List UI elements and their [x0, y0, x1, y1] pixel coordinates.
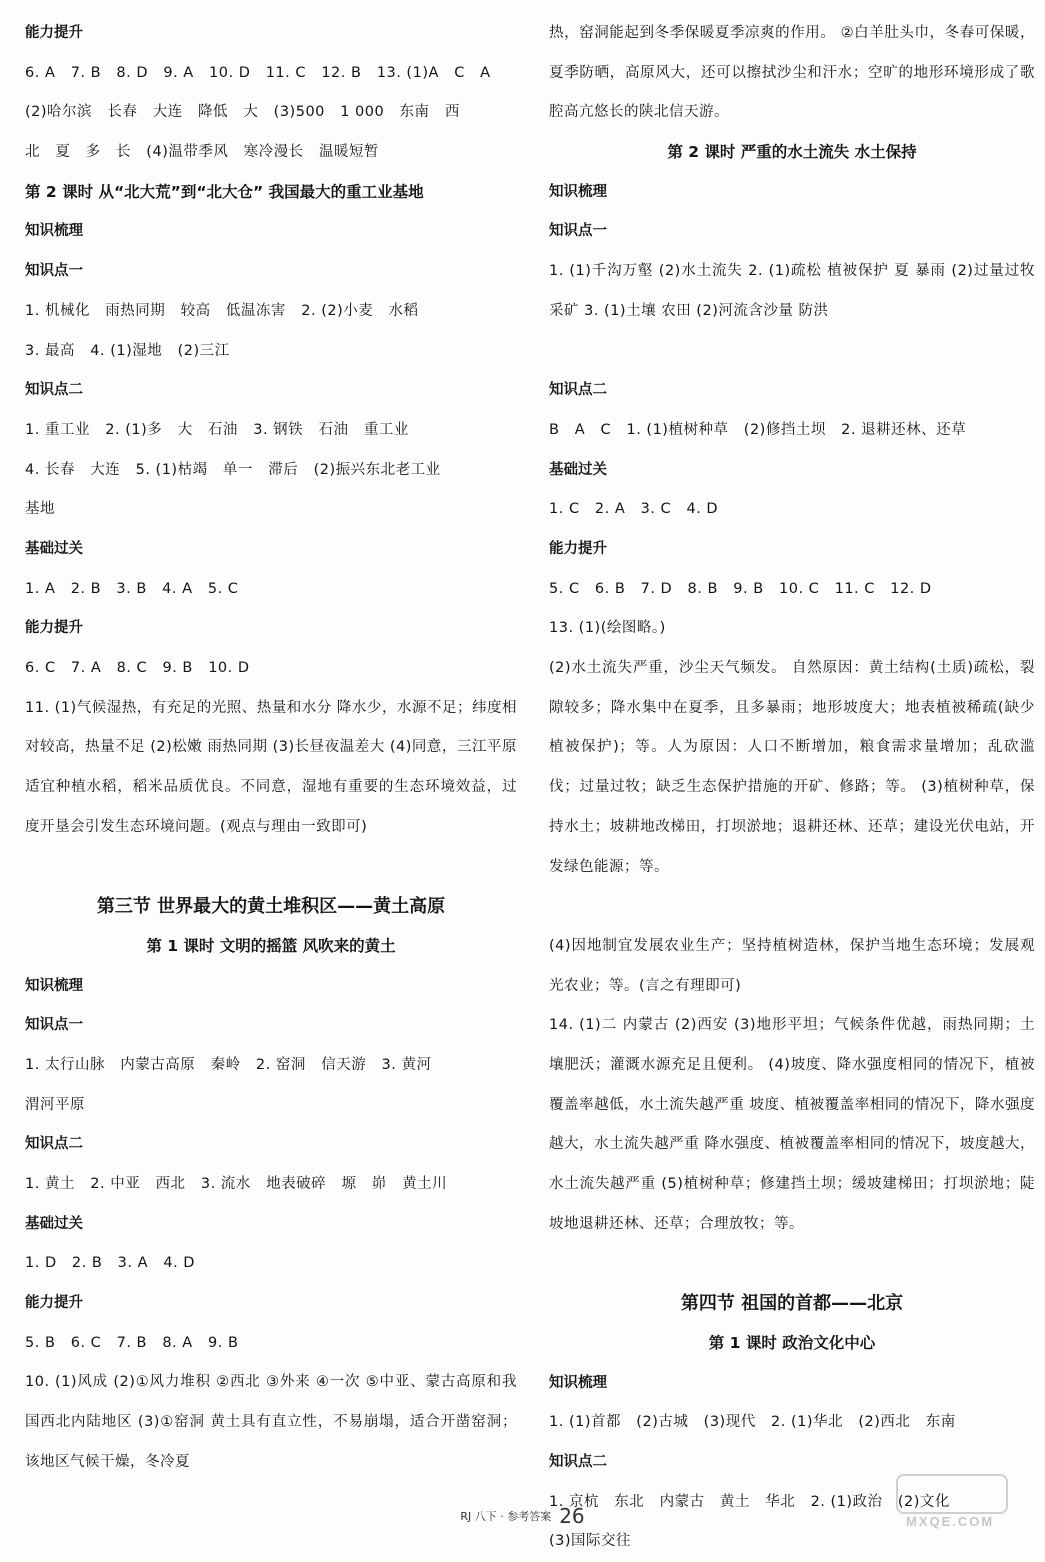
- answer-line: 1. A 2. B 3. B 4. A 5. C: [25, 580, 239, 597]
- section-label: 知识梳理: [549, 1374, 607, 1391]
- answer-line: 基地: [25, 501, 55, 518]
- lesson-heading: 第 2 课时 严重的水土流失 水土保持: [667, 143, 917, 162]
- section-label: 知识点一: [549, 223, 607, 240]
- section-label: 知识点二: [549, 382, 607, 399]
- section-label: 能力提升: [25, 25, 83, 41]
- section-label: 知识点二: [25, 382, 83, 399]
- answer-paragraph: (4)因地制宜发展农业生产；坚持植树造林，保护当地生态环境；发展观光农业；等。(言之有理即可): [549, 937, 1035, 994]
- answer-line: 4. 长春 大连 5. (1)枯竭 单一 滞后 (2)振兴东北老工业: [25, 461, 441, 478]
- section-heading: 第四节 祖国的首都——北京: [680, 1293, 904, 1315]
- answer-line: B A C 1. (1)植树种草 (2)修挡土坝 2. 退耕还林、还草: [549, 421, 967, 438]
- answer-line: 渭河平原: [25, 1096, 85, 1113]
- page-number: 26: [559, 1504, 585, 1528]
- answer-line: 1. D 2. B 3. A 4. D: [25, 1255, 195, 1272]
- answer-line: 1. 京杭 东北 内蒙古 黄土 华北 2. (1)政治 (2)文化: [549, 1493, 950, 1510]
- section-label: 能力提升: [549, 541, 607, 557]
- lesson-heading: 第 1 课时 文明的摇篮 风吹来的黄土: [146, 936, 396, 955]
- answer-line: 1. 机械化 雨热同期 较高 低温冻害 2. (2)小麦 水稻: [25, 302, 419, 319]
- section-label: 知识点二: [25, 1136, 83, 1153]
- section-label: 基础过关: [549, 461, 607, 478]
- answer-line: 6. A 7. B 8. D 9. A 10. D 11. C 12. B 13. (1)A C A: [25, 64, 491, 81]
- answer-line: 3. 最高 4. (1)湿地 (2)三江: [25, 342, 230, 359]
- answer-paragraph: 1. (1)千沟万壑 (2)水土流失 2. (1)疏松 植被保护 夏 暴雨 (2)过量过牧 采矿 3. (1)土壤 农田 (2)河流含沙量 防洪: [549, 263, 1035, 319]
- section-label: 知识点一: [25, 263, 83, 280]
- section-label: 知识梳理: [25, 223, 83, 240]
- watermark-stamp-icon: [896, 1474, 1008, 1514]
- section-label: 基础过关: [25, 1215, 83, 1232]
- answer-line: 北 夏 多 长 (4)温带季风 寒冷漫长 温暖短暂: [25, 144, 380, 161]
- right-column: [549, 14, 1035, 1562]
- answer-line: 1. 黄土 2. 中亚 西北 3. 流水 地表破碎 塬 峁 黄土川: [25, 1176, 448, 1192]
- watermark-logo: [872, 1474, 1032, 1536]
- section-label: 能力提升: [25, 1295, 83, 1312]
- answer-line: 1. (1)首都 (2)古城 (3)现代 2. (1)华北 (2)西北 东南: [549, 1414, 956, 1431]
- answer-line: 13. (1)(绘图略。): [549, 620, 666, 637]
- lesson-heading: 第 2 课时 从“北大荒”到“北大仓” 我国最大的重工业基地: [25, 182, 424, 201]
- answer-line: (2)哈尔滨 长春 大连 降低 大 (3)500 1 000 东南 西: [25, 104, 460, 121]
- section-label: 知识点一: [25, 1017, 83, 1034]
- section-heading: 第三节 世界最大的黄土堆积区——黄土高原: [96, 896, 446, 918]
- watermark-text: MXQE.COM: [906, 1514, 995, 1529]
- answer-line: 1. 太行山脉 内蒙古高原 秦岭 2. 窑洞 信天游 3. 黄河: [25, 1056, 432, 1073]
- section-label: 知识梳理: [25, 977, 83, 994]
- answer-line: 1. 重工业 2. (1)多 大 石油 3. 钢铁 石油 重工业: [25, 421, 409, 438]
- answer-line: 6. C 7. A 8. C 9. B 10. D: [25, 660, 250, 676]
- section-label: 知识点二: [549, 1453, 607, 1470]
- answer-line: (3)国际交往: [549, 1533, 632, 1550]
- footer-label: RJ 八下 · 参考答案: [460, 1510, 552, 1523]
- answer-paragraph: 10. (1)风成 (2)①风力堆积 ②西北 ③外来 ④一次 ⑤中亚、蒙古高原和我国西北内陆地区 (3)①窑洞 黄土具有直立性，不易崩塌，适合开凿窑洞；该地区气候干燥，冬冷夏: [25, 1374, 517, 1470]
- answer-paragraph: (2)水土流失严重，沙尘天气频发。 自然原因：黄土结构(土质)疏松，裂隙较多；降水集中在夏季，且多暴雨；地形坡度大；地表植被稀疏(缺少植被保护)；等。人为原因：人口不断增加，粮食需求量增加；乱砍滥伐；过量过牧；缺乏生态保护措施的开矿、修路；等。 (3)植树种草，保持水土；坡耕地改梯田，打坝淤地；退耕还林、还草；建设光伏电站，开发绿色能源；等。: [549, 660, 1035, 875]
- answer-paragraph: 11. (1)气候湿热，有充足的光照、热量和水分 降水少，水源不足；纬度相对较高，热量不足 (2)松嫩 雨热同期 (3)长昼夜温差大 (4)同意，三江平原适宜种植水稻，稻米品质优良。不同意，湿地有重要的生态环境效益，过度开垦会引发生态环境问题。(观点与理由一致即可): [25, 699, 517, 835]
- answer-line: 1. C 2. A 3. C 4. D: [549, 501, 719, 518]
- answer-line: 5. C 6. B 7. D 8. B 9. B 10. C 11. C 12. D: [549, 580, 932, 597]
- answer-paragraph: 14. (1)二 内蒙古 (2)西安 (3)地形平坦；气候条件优越，雨热同期；土壤肥沃；灌溉水源充足且便利。 (4)坡度、降水强度相同的情况下，植被覆盖率越低，水土流失越严重 坡度、植被覆盖率相同的情况下，降水强度越大，水土流失越严重 降水强度、植被覆盖率相同的情况下，坡度越大，水土流失越严重 (5)植树种草；修建挡土坝；缓坡建梯田；打坝淤地；陡坡地退耕还林、还草；合理放牧；等。: [549, 1017, 1035, 1232]
- left-column: [25, 14, 517, 1483]
- answer-paragraph: 热，窑洞能起到冬季保暖夏季凉爽的作用。 ②白羊肚头巾，冬春可保暖，夏季防晒，高原风大，还可以擦拭沙尘和汗水；空旷的地形环境形成了歌腔高亢悠长的陕北信天游。: [549, 25, 1035, 121]
- section-label: 基础过关: [25, 540, 83, 557]
- section-label: 能力提升: [25, 620, 83, 637]
- section-label: 知识梳理: [549, 183, 607, 200]
- lesson-heading: 第 1 课时 政治文化中心: [708, 1333, 876, 1352]
- answer-line: 5. B 6. C 7. B 8. A 9. B: [25, 1334, 239, 1351]
